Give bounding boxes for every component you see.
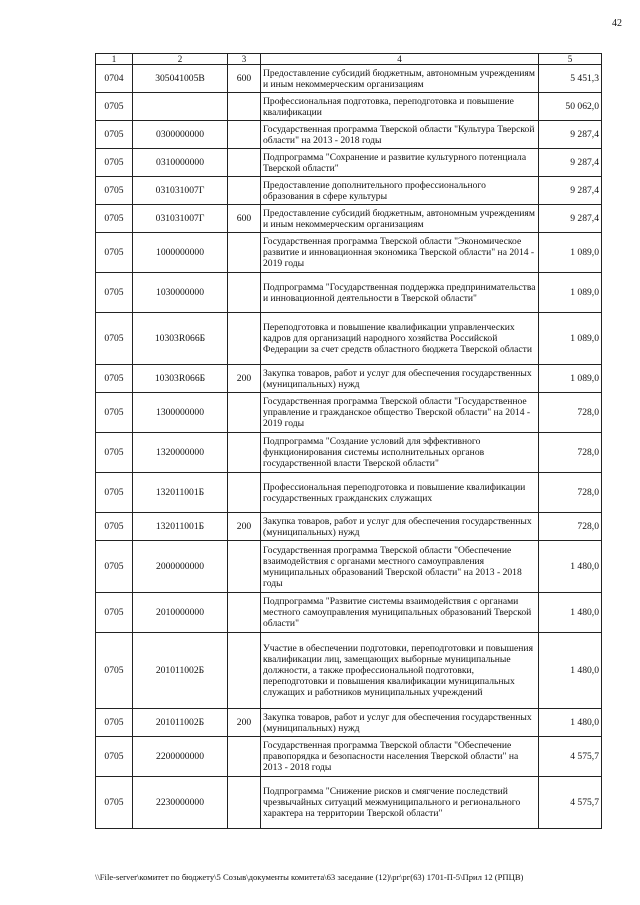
- header-col-1: 1: [96, 54, 133, 65]
- section-cell: 0705: [96, 149, 133, 177]
- expense-type-cell: 200: [228, 365, 261, 393]
- section-cell: 0705: [96, 233, 133, 273]
- description-cell: Государственная программа Тверской области "Обеспечение взаимодействия с органами местного самоуправления муниципальных образований Тверской области" на 2013 - 2018 годы: [261, 541, 539, 593]
- amount-cell: 1 089,0: [539, 365, 602, 393]
- table-row: [96, 93, 602, 121]
- table-row: [96, 313, 602, 365]
- table-row: [96, 593, 602, 633]
- target-code-cell: 2010000000: [133, 593, 228, 633]
- target-code-cell: 305041005В: [133, 65, 228, 93]
- table-row: [96, 709, 602, 737]
- table-row: [96, 393, 602, 433]
- amount-cell: 9 287,4: [539, 205, 602, 233]
- description-cell: Предоставление дополнительного профессионального образования в сфере культуры: [261, 177, 539, 205]
- table-row: [96, 365, 602, 393]
- description-cell: Подпрограмма "Сохранение и развитие культурного потенциала Тверской области": [261, 149, 539, 177]
- target-code-cell: 031031007Г: [133, 177, 228, 205]
- section-cell: 0705: [96, 93, 133, 121]
- description-cell: Закупка товаров, работ и услуг для обеспечения государственных (муниципальных) нужд: [261, 513, 539, 541]
- description-cell: Подпрограмма "Создание условий для эффективного функционирования системы исполнительных органов государственной власти Тверской области": [261, 433, 539, 473]
- target-code-cell: 201011002Б: [133, 709, 228, 737]
- amount-cell: 9 287,4: [539, 177, 602, 205]
- expense-type-cell: [228, 777, 261, 829]
- section-cell: 0705: [96, 737, 133, 777]
- section-cell: 0704: [96, 65, 133, 93]
- amount-cell: 1 480,0: [539, 541, 602, 593]
- section-cell: 0705: [96, 205, 133, 233]
- target-code-cell: 1320000000: [133, 433, 228, 473]
- header-row: [96, 54, 602, 65]
- amount-cell: 1 480,0: [539, 633, 602, 709]
- section-cell: 0705: [96, 633, 133, 709]
- expense-type-cell: [228, 273, 261, 313]
- table-row: [96, 513, 602, 541]
- description-cell: Государственная программа Тверской области "Культура Тверской области" на 2013 - 2018 годы: [261, 121, 539, 149]
- target-code-cell: 1300000000: [133, 393, 228, 433]
- table-row: [96, 473, 602, 513]
- description-cell: Предоставление субсидий бюджетным, автономным учреждениям и иным некоммерческим организациям: [261, 65, 539, 93]
- table-row: [96, 121, 602, 149]
- description-cell: Подпрограмма "Развитие системы взаимодействия с органами местного самоуправления муниципальных образований Тверской области": [261, 593, 539, 633]
- expense-type-cell: [228, 313, 261, 365]
- expense-type-cell: 200: [228, 513, 261, 541]
- amount-cell: 1 089,0: [539, 233, 602, 273]
- target-code-cell: 2230000000: [133, 777, 228, 829]
- table-row: [96, 541, 602, 593]
- description-cell: Предоставление субсидий бюджетным, автономным учреждениям и иным некоммерческим организациям: [261, 205, 539, 233]
- header-col-4: 4: [261, 54, 539, 65]
- description-cell: Государственная программа Тверской области "Государственное управление и гражданское общество Тверской области" на 2014 - 2019 годы: [261, 393, 539, 433]
- expense-type-cell: [228, 233, 261, 273]
- target-code-cell: 031031007Г: [133, 205, 228, 233]
- section-cell: 0705: [96, 433, 133, 473]
- expense-type-cell: [228, 93, 261, 121]
- amount-cell: 728,0: [539, 433, 602, 473]
- section-cell: 0705: [96, 121, 133, 149]
- expense-type-cell: [228, 737, 261, 777]
- section-cell: 0705: [96, 513, 133, 541]
- expense-type-cell: [228, 177, 261, 205]
- amount-cell: 728,0: [539, 473, 602, 513]
- target-code-cell: 132011001Б: [133, 473, 228, 513]
- target-code-cell: 201011002Б: [133, 633, 228, 709]
- description-cell: Государственная программа Тверской области "Экономическое развитие и инновационная экономика Тверской области" на 2014 - 2019 годы: [261, 233, 539, 273]
- section-cell: 0705: [96, 313, 133, 365]
- amount-cell: 1 480,0: [539, 593, 602, 633]
- target-code-cell: 0300000000: [133, 121, 228, 149]
- target-code-cell: 132011001Б: [133, 513, 228, 541]
- section-cell: 0705: [96, 393, 133, 433]
- header-col-3: 3: [228, 54, 261, 65]
- target-code-cell: 1000000000: [133, 233, 228, 273]
- target-code-cell: 10303R066Б: [133, 365, 228, 393]
- table-row: [96, 149, 602, 177]
- description-cell: Профессиональная переподготовка и повышение квалификации государственных гражданских служащих: [261, 473, 539, 513]
- section-cell: 0705: [96, 709, 133, 737]
- table-row: [96, 633, 602, 709]
- expense-type-cell: [228, 633, 261, 709]
- description-cell: Участие в обеспечении подготовки, переподготовки и повышения квалификации лиц, замещающих выборные муниципальные должности, а также профессиональной подготовки, переподготовки и повышения квалификации муниципальных служащих и работников муниципальных учреждений: [261, 633, 539, 709]
- amount-cell: 728,0: [539, 513, 602, 541]
- amount-cell: 1 089,0: [539, 273, 602, 313]
- expense-type-cell: [228, 393, 261, 433]
- amount-cell: 5 451,3: [539, 65, 602, 93]
- description-cell: Закупка товаров, работ и услуг для обеспечения государственных (муниципальных) нужд: [261, 709, 539, 737]
- footer-file-path: \\File-server\комитет по бюджету\5 Созыв\документы комитета\63 заседание (12)\рг\рг(63) 1701-П-5\Прил 12 (РПЦВ): [95, 872, 524, 882]
- table-row: [96, 65, 602, 93]
- budget-table: [95, 53, 602, 829]
- table-row: [96, 205, 602, 233]
- expense-type-cell: [228, 121, 261, 149]
- section-cell: 0705: [96, 365, 133, 393]
- amount-cell: 4 575,7: [539, 777, 602, 829]
- section-cell: 0705: [96, 541, 133, 593]
- expense-type-cell: [228, 473, 261, 513]
- section-cell: 0705: [96, 473, 133, 513]
- header-col-5: 5: [539, 54, 602, 65]
- section-cell: 0705: [96, 177, 133, 205]
- section-cell: 0705: [96, 273, 133, 313]
- description-cell: Государственная программа Тверской области "Обеспечение правопорядка и безопасности населения Тверской области" на 2013 - 2018 годы: [261, 737, 539, 777]
- target-code-cell: 10303R066Б: [133, 313, 228, 365]
- description-cell: Подпрограмма "Государственная поддержка предпринимательства и инновационной деятельности в Тверской области": [261, 273, 539, 313]
- description-cell: Закупка товаров, работ и услуг для обеспечения государственных (муниципальных) нужд: [261, 365, 539, 393]
- amount-cell: 50 062,0: [539, 93, 602, 121]
- expense-type-cell: [228, 593, 261, 633]
- section-cell: 0705: [96, 777, 133, 829]
- target-code-cell: 2200000000: [133, 737, 228, 777]
- description-cell: Профессиональная подготовка, переподготовка и повышение квалификации: [261, 93, 539, 121]
- page-number: 42: [612, 18, 622, 29]
- expense-type-cell: 600: [228, 65, 261, 93]
- expense-type-cell: [228, 541, 261, 593]
- amount-cell: 9 287,4: [539, 121, 602, 149]
- amount-cell: 4 575,7: [539, 737, 602, 777]
- target-code-cell: 0310000000: [133, 149, 228, 177]
- header-col-2: 2: [133, 54, 228, 65]
- table-row: [96, 433, 602, 473]
- expense-type-cell: [228, 149, 261, 177]
- target-code-cell: [133, 93, 228, 121]
- description-cell: Переподготовка и повышение квалификации управленческих кадров для организаций народного хозяйства Российской Федерации за счет средств областного бюджета Тверской области: [261, 313, 539, 365]
- target-code-cell: 1030000000: [133, 273, 228, 313]
- expense-type-cell: 600: [228, 205, 261, 233]
- expense-type-cell: [228, 433, 261, 473]
- target-code-cell: 2000000000: [133, 541, 228, 593]
- amount-cell: 9 287,4: [539, 149, 602, 177]
- table-row: [96, 737, 602, 777]
- table-row: [96, 233, 602, 273]
- expense-type-cell: 200: [228, 709, 261, 737]
- amount-cell: 1 480,0: [539, 709, 602, 737]
- amount-cell: 728,0: [539, 393, 602, 433]
- table-row: [96, 177, 602, 205]
- section-cell: 0705: [96, 593, 133, 633]
- description-cell: Подпрограмма "Снижение рисков и смягчение последствий чрезвычайных ситуаций межмуниципального и регионального характера на территории Тверской области": [261, 777, 539, 829]
- table-row: [96, 777, 602, 829]
- table-row: [96, 273, 602, 313]
- amount-cell: 1 089,0: [539, 313, 602, 365]
